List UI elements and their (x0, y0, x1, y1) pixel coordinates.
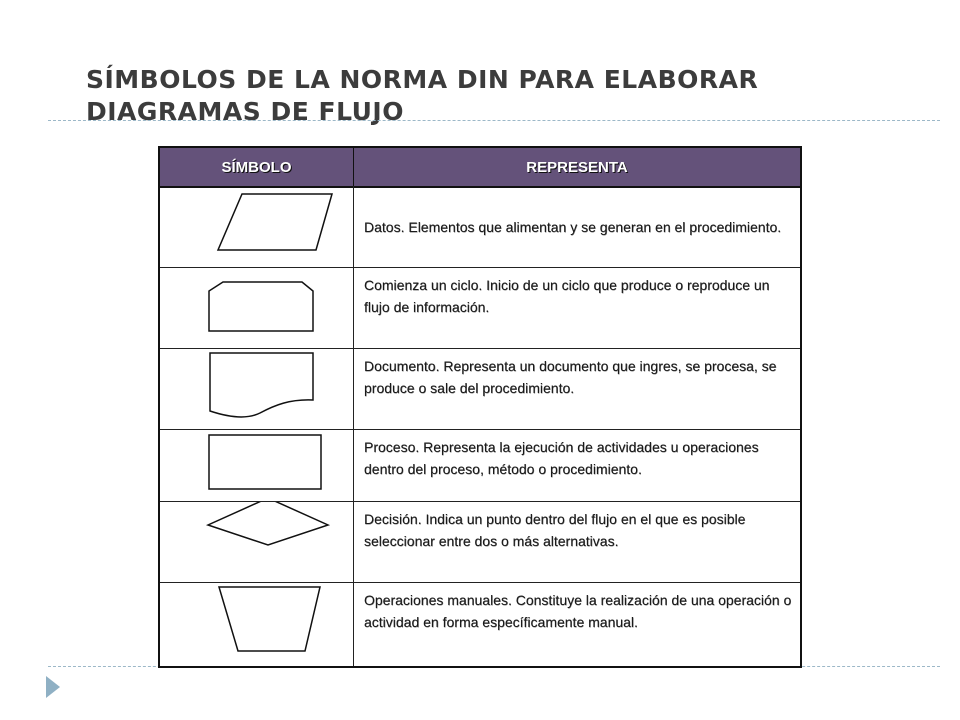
symbol-cell (160, 583, 354, 666)
top-dashed-divider (48, 120, 940, 121)
table-header (160, 148, 800, 188)
table-row (160, 502, 800, 583)
diamond-icon (160, 502, 353, 582)
clipped-rectangle-icon (160, 268, 353, 348)
header-symbol: SÍMBOLO (160, 148, 354, 186)
symbol-cell (160, 430, 354, 501)
row-description: Decisión. Indica un punto dentro del flujo en el que es posible seleccionar entre dos o más alternativas. (364, 511, 746, 549)
row-description: Documento. Representa un documento que ingres, se procesa, se produce o sale del procedimiento. (364, 358, 777, 396)
slide-title (86, 64, 886, 128)
parallelogram-icon (160, 186, 353, 267)
slide-title-line-1: SÍMBOLOS DE LA NORMA DIN PARA ELABORAR (86, 65, 759, 94)
trapezoid-icon (160, 583, 353, 666)
symbol-cell (160, 186, 354, 267)
table-row (160, 430, 800, 502)
table-row (160, 268, 800, 349)
header-represents: REPRESENTA (526, 158, 628, 176)
symbol-cell (160, 268, 354, 348)
table-row (160, 583, 800, 666)
table-row (160, 349, 800, 430)
din-symbols-table (158, 146, 802, 668)
table-row (160, 186, 800, 268)
symbol-cell (160, 502, 354, 582)
slide-title-line-2: DIAGRAMAS DE FLUJO (86, 97, 404, 126)
row-description: Comienza un ciclo. Inicio de un ciclo que produce o reproduce un flujo de información. (364, 277, 770, 315)
row-description: Proceso. Representa la ejecución de actividades u operaciones dentro del proceso, método o procedimiento. (364, 439, 759, 477)
row-description: Datos. Elementos que alimentan y se generan en el procedimiento. (364, 219, 782, 235)
row-description: Operaciones manuales. Constituye la realización de una operación o actividad en forma específicamente manual. (364, 592, 792, 630)
symbol-cell (160, 349, 354, 429)
document-icon (160, 349, 353, 429)
bullet-arrow-icon (46, 676, 60, 698)
rectangle-icon (160, 430, 353, 501)
